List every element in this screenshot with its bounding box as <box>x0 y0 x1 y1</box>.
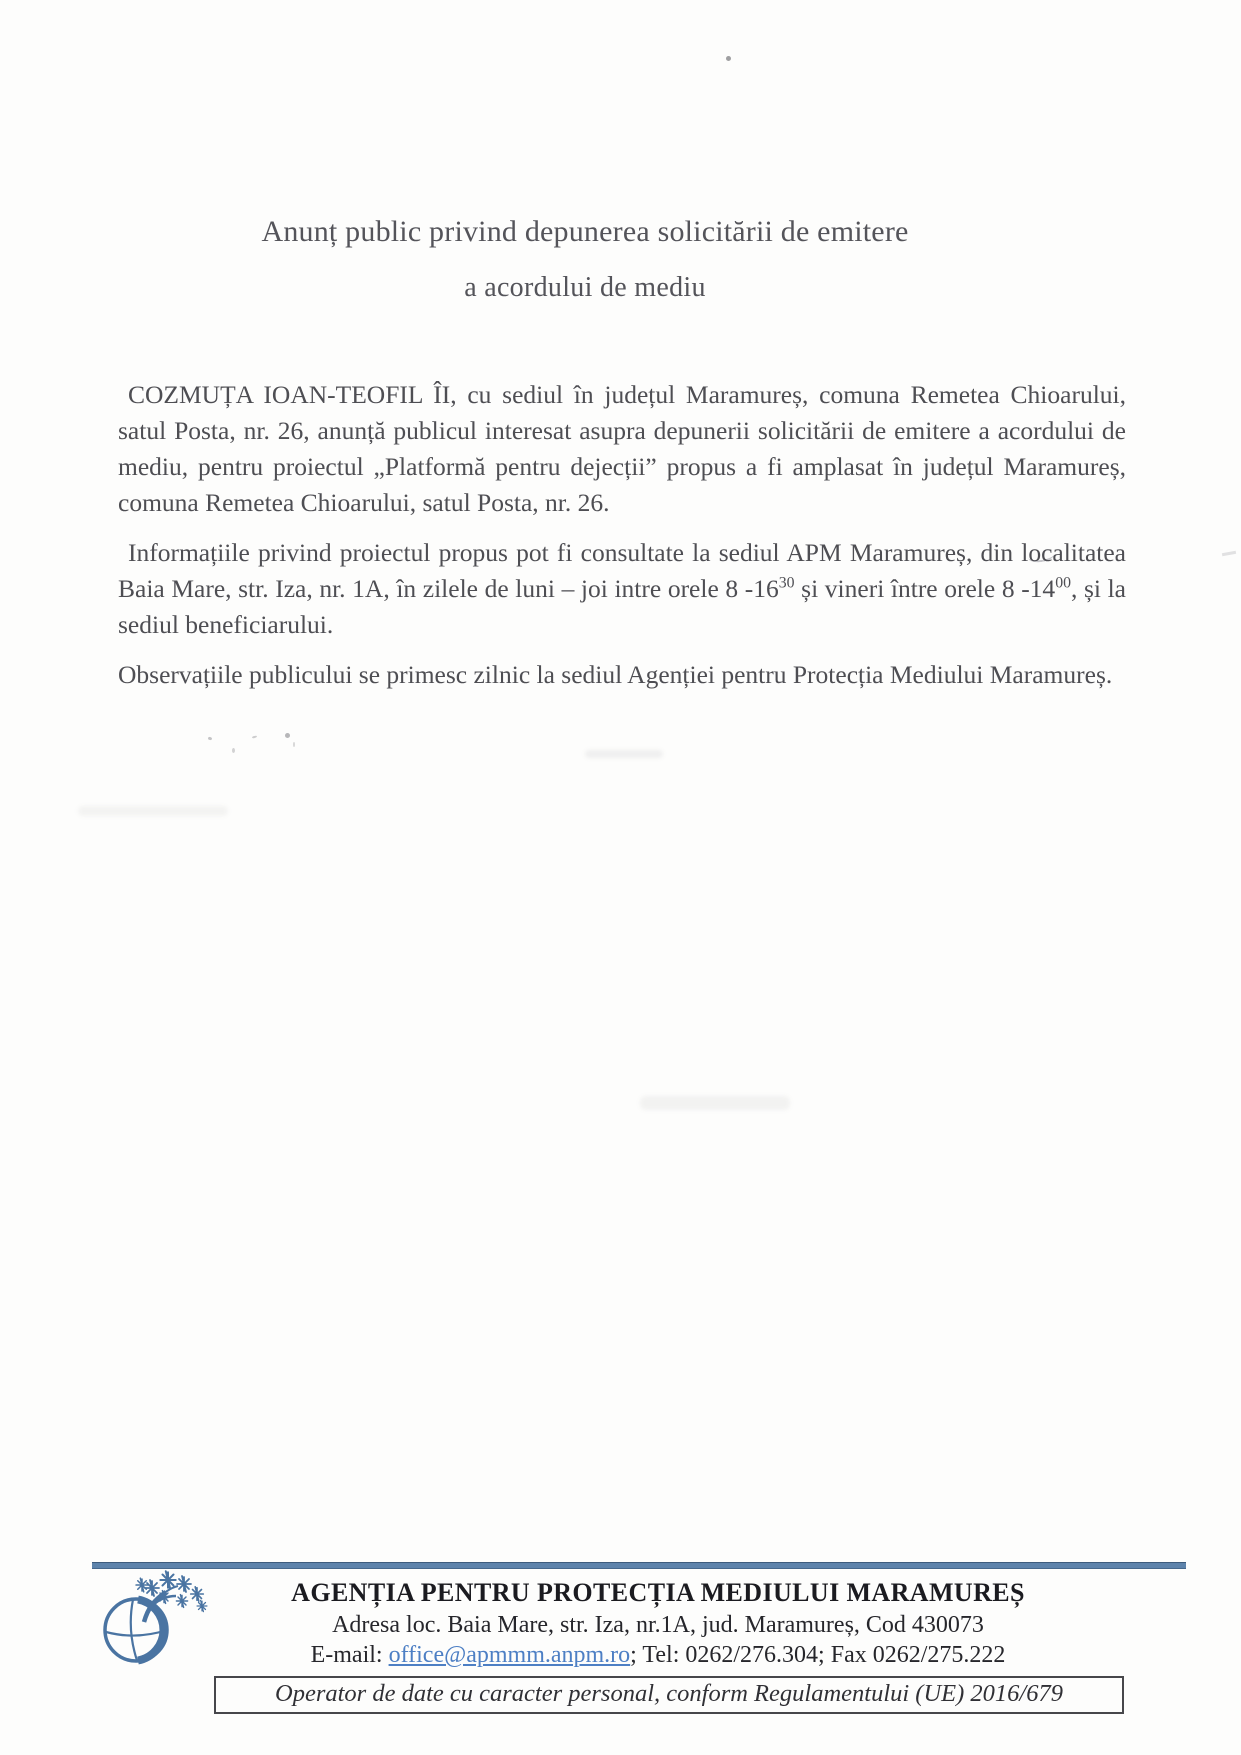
gdpr-notice-text: Operator de date cu caracter personal, conform Regulamentului (UE) 2016/679 <box>275 1680 1063 1707</box>
hours-superscript-2: 00 <box>1055 574 1071 592</box>
scan-artifact <box>585 750 663 758</box>
scan-artifact <box>232 748 235 753</box>
scan-artifact <box>252 735 257 738</box>
gdpr-notice-box <box>214 1676 1124 1714</box>
agency-address: Adresa loc. Baia Mare, str. Iza, nr.1A, jud. Maramureș, Cod 430073 <box>332 1612 984 1638</box>
document-body <box>118 377 1126 707</box>
phone-fax-text: ; Tel: 0262/276.304; Fax 0262/275.222 <box>630 1642 1006 1668</box>
document-title <box>0 214 1170 306</box>
scan-artifact <box>293 742 295 747</box>
paragraph-consultation-text-1: Informațiile privind proiectul propus pot fi consultate la sediul APM Maramureș, din localitatea Baia Mare, str. Iza, nr. 1A, în zilele de luni – joi intre orele 8 -16 <box>118 538 1126 603</box>
paragraph-consultation-text-3: , și la sediul beneficiarului. <box>118 574 1127 639</box>
paragraph-consultation-info <box>118 535 1126 643</box>
email-link[interactable]: office@apmmm.anpm.ro <box>388 1642 631 1668</box>
footer-agency-block <box>188 1576 1128 1714</box>
title-line-1: Anunț public privind depunerea solicitării de emitere <box>261 215 909 248</box>
scan-artifact <box>208 736 213 740</box>
agency-contact-line <box>188 1640 1128 1670</box>
paragraph-observations: Observațiile publicului se primesc zilnic la sediul Agenției pentru Protecția Mediului Maramureș. <box>118 660 1113 689</box>
agency-name: AGENȚIA PENTRU PROTECȚIA MEDIULUI MARAMUREȘ <box>291 1578 1025 1607</box>
paragraph-consultation-text-2: și vineri între orele 8 -14 <box>794 574 1056 603</box>
hours-superscript-1: 30 <box>778 574 795 592</box>
paragraph-applicant: COZMUȚA IOAN-TEOFIL ÎI, cu sediul în județul Maramureș, comuna Remetea Chioarului, satul Posta, nr. 26, anunță publicul interesat asupra depunerii solicitării de emitere a acordului de mediu, pentru proiectul „Platformă pentru dejecții” propus a fi amplasat în județul Maramureș, comuna Remetea Chioarului, satul Posta, nr. 26. <box>118 380 1126 517</box>
scan-artifact <box>1222 551 1236 556</box>
scan-artifact <box>285 733 290 738</box>
footer-divider <box>92 1562 1186 1569</box>
scan-artifact <box>640 1096 790 1110</box>
email-label: E-mail: <box>310 1642 389 1668</box>
scan-artifact <box>78 806 228 816</box>
title-line-2: a acordului de mediu <box>464 272 706 303</box>
scan-artifact <box>726 56 731 61</box>
